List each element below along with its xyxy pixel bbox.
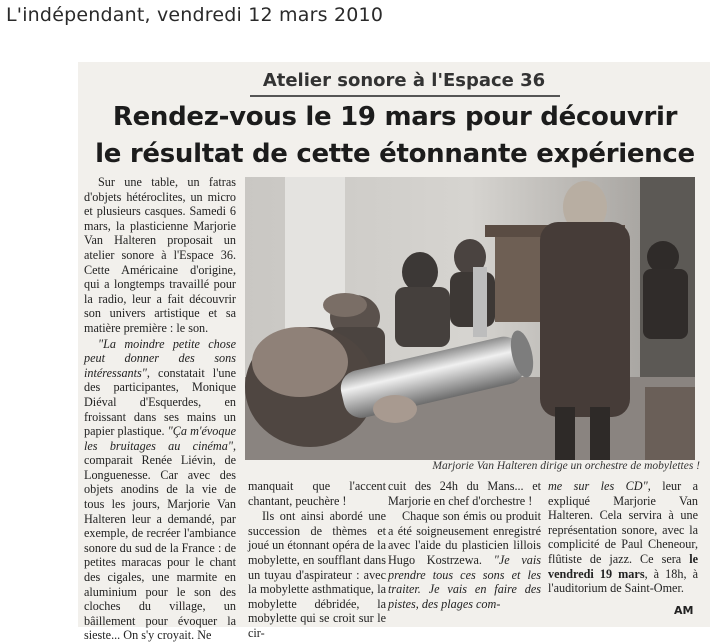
paragraph: Sur une table, un fatras d'objets hétéroclites, un micro et plusieurs casques. Samedi 6 mars, la plasticienne Marjorie Van Halteren proposait un atelier sonore à l'Espace 36. Cette Américaine d'origine, qui a longtemps travaillé pour la radio, leur a fait découvrir son univers artistique et sa matière première : le son. [84, 175, 236, 335]
quote: "La moindre petite chose peut donner des sons intéressants" [84, 336, 236, 380]
text-column-2 [248, 479, 386, 641]
paragraph: Ils ont ainsi abordé une succession de thèmes et joué un étonnant opéra de la mobylette, en soufflant dans un tuyau d'aspirateur : avec la mobylette asthmatique, la mobylette débridée, la mobylette qui se croit sur le cir- [248, 509, 386, 640]
paragraph: manquait que l'accent chantant, peuchère ! [248, 479, 386, 508]
article-headline [90, 99, 700, 173]
paragraph [84, 337, 236, 643]
photo-caption: Marjorie Van Halteren dirige un orchestre de mobylettes ! [432, 460, 700, 472]
quote: me sur les CD" [548, 479, 648, 493]
paragraph-text: Chaque son émis ou produit a été soigneusement enregistré avec l'aide du plasticien lillois Hugo Kostrzewa. [388, 509, 541, 567]
headline-line-2: le résultat de cette étonnante expérience [95, 139, 695, 169]
article-photo [245, 177, 695, 460]
paragraph-text: , comparait Renée Liévin, de Longuenesse. Car avec des objets anodins de la vie de tous les jours, Marjorie Van Halteren leur a demandé, par exemple, de recréer l'ambiance sonore du sud de la France : de petites maracas pour le chant des cigales, une marmite en aluminium pour le son des cloches du village, un bâillement pour évoquer la sieste... On s'y croyait. Ne [84, 438, 236, 643]
paragraph [388, 509, 541, 611]
text-column-1 [84, 175, 236, 643]
event-date: le vendredi 19 mars [548, 551, 698, 581]
article-clipping [78, 62, 710, 643]
photo-illustration [245, 177, 695, 460]
paragraph [548, 479, 698, 596]
text-column-4 [548, 479, 698, 596]
author-signature: AM [674, 604, 694, 617]
paragraph-text: , à 18h, à l'auditorium de Saint-Omer. [548, 566, 698, 596]
quote: "Ça m'évoque les bruitages au cinéma" [84, 424, 236, 453]
newspaper-source-line: L'indépendant, vendredi 12 mars 2010 [6, 4, 384, 26]
kicker-underline [250, 95, 560, 97]
headline-line-1: Rendez-vous le 19 mars pour découvrir [112, 102, 678, 132]
paragraph: cuit des 24h du Mans... et Marjorie en chef d'orchestre ! [388, 479, 541, 508]
paragraph-text: , leur a expliqué Marjorie Van Halteren. Cela servira à une représentation sonore, avec la complicité de Paul Cheneour, flûtiste de jazz. Ce sera [548, 479, 698, 566]
paragraph-text: , constatait l'une des participantes, Monique Diéval d'Esquerdes, en froissant dans ses mains un papier plastique. [84, 365, 236, 439]
article-kicker: Atelier sonore à l'Espace 36 [262, 70, 546, 91]
text-column-3 [388, 479, 541, 611]
quote: "Je vais prendre tous ces sons et les traiter. Je vais en faire des pistes, des plages com- [388, 552, 541, 611]
